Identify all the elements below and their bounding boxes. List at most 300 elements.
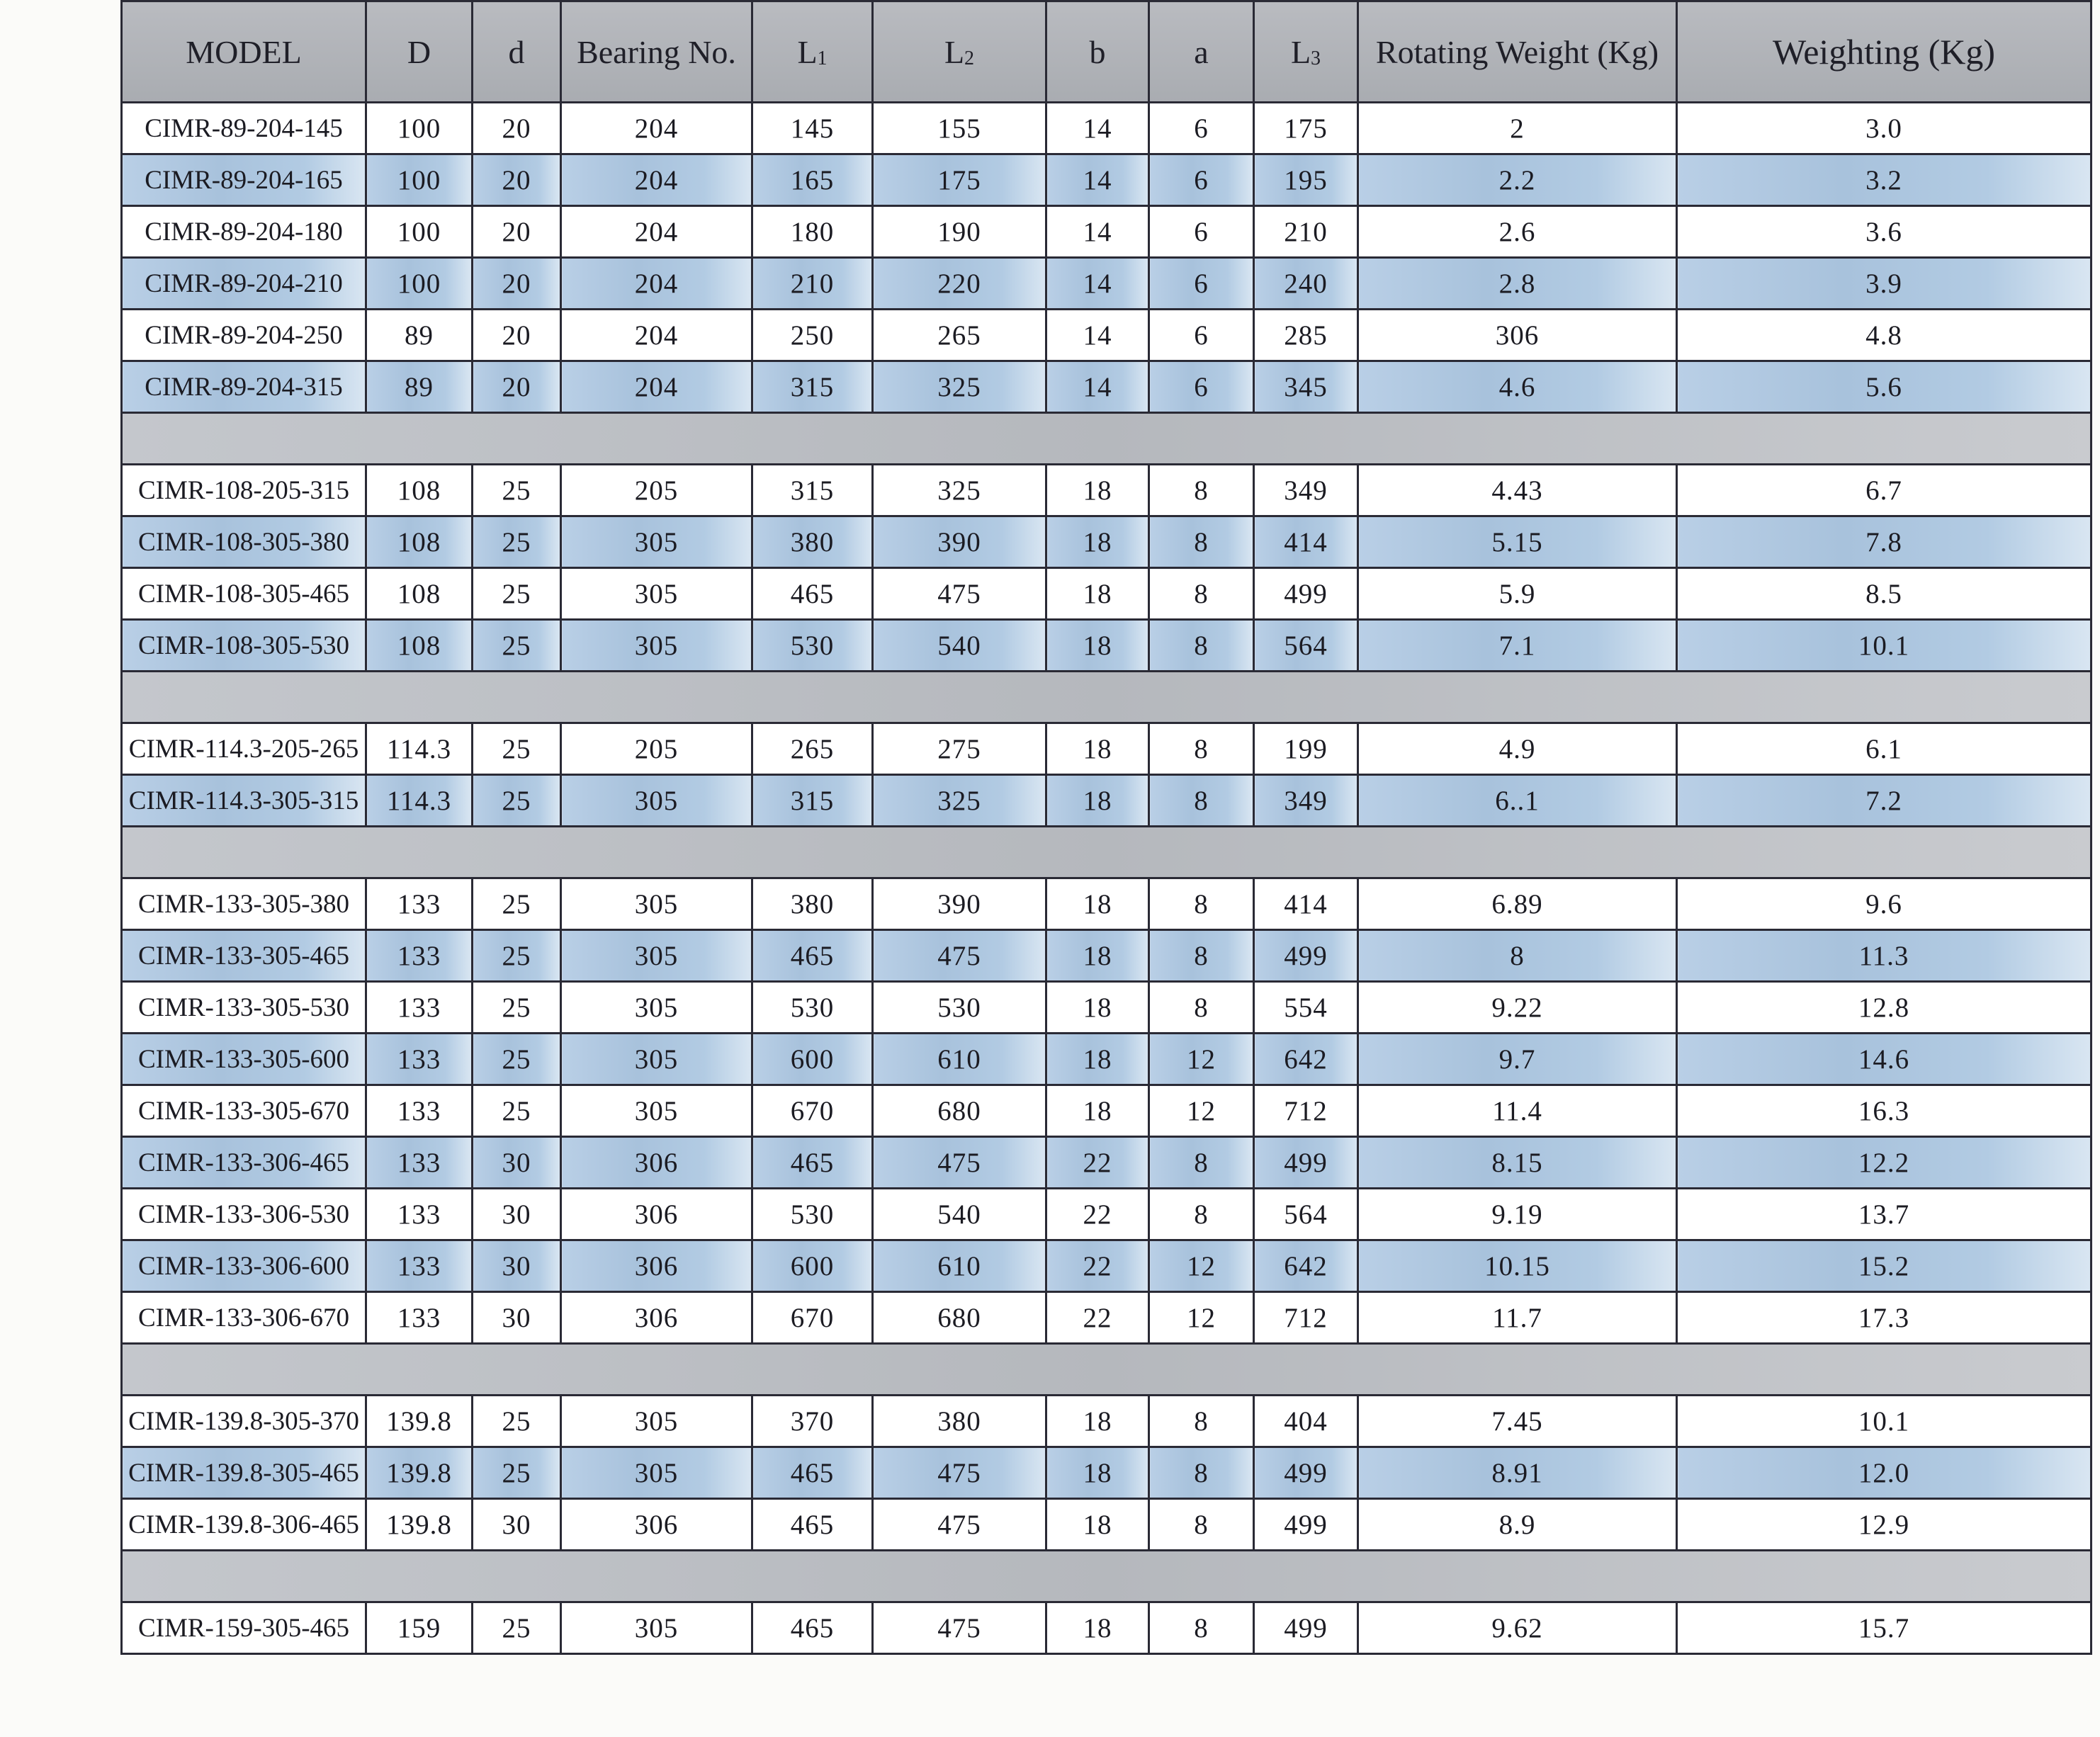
cell-weighting: 3.0 [1677, 103, 2091, 154]
header-row [122, 1, 2091, 103]
cell-a: 6 [1149, 154, 1254, 206]
spec-table [120, 0, 2092, 1655]
cell-bearing-no: 305 [561, 1396, 752, 1447]
cell-weighting: 9.6 [1677, 878, 2091, 930]
cell-L3: 195 [1254, 154, 1358, 206]
cell-a: 6 [1149, 103, 1254, 154]
cell-a: 12 [1149, 1240, 1254, 1292]
cell-D: 139.8 [366, 1396, 473, 1447]
cell-b: 18 [1046, 930, 1149, 982]
cell-rotating-weight: 11.7 [1358, 1292, 1677, 1344]
cell-d: 25 [473, 620, 561, 672]
cell-a: 8 [1149, 1189, 1254, 1240]
cell-b: 18 [1046, 620, 1149, 672]
cell-L3: 414 [1254, 878, 1358, 930]
separator-cell [122, 413, 2091, 465]
cell-a: 8 [1149, 1137, 1254, 1189]
cell-bearing-no: 305 [561, 516, 752, 568]
cell-a: 8 [1149, 1602, 1254, 1654]
cell-L1: 380 [752, 878, 873, 930]
spec-sheet [120, 0, 2090, 1672]
cell-b: 18 [1046, 878, 1149, 930]
cell-weighting: 5.6 [1677, 361, 2091, 413]
cell-D: 159 [366, 1602, 473, 1654]
cell-L3: 564 [1254, 620, 1358, 672]
cell-d: 30 [473, 1137, 561, 1189]
cell-bearing-no: 305 [561, 930, 752, 982]
cell-rotating-weight: 4.43 [1358, 465, 1677, 516]
cell-L3: 404 [1254, 1396, 1358, 1447]
table-row [122, 1602, 2091, 1654]
cell-weighting: 7.2 [1677, 775, 2091, 827]
cell-weighting: 16.3 [1677, 1085, 2091, 1137]
cell-a: 6 [1149, 206, 1254, 258]
table-row [122, 154, 2091, 206]
cell-b: 14 [1046, 103, 1149, 154]
cell-L1: 370 [752, 1396, 873, 1447]
cell-L2: 610 [873, 1034, 1046, 1085]
cell-L2: 390 [873, 878, 1046, 930]
cell-model: CIMR-89-204-165 [122, 154, 366, 206]
cell-L3: 199 [1254, 723, 1358, 775]
cell-L3: 564 [1254, 1189, 1358, 1240]
table-row [122, 465, 2091, 516]
cell-bearing-no: 306 [561, 1292, 752, 1344]
cell-L2: 475 [873, 568, 1046, 620]
cell-b: 14 [1046, 310, 1149, 361]
cell-L1: 530 [752, 620, 873, 672]
header-rotating-weight: Rotating Weight (Kg) [1358, 1, 1677, 103]
cell-d: 30 [473, 1189, 561, 1240]
cell-a: 8 [1149, 878, 1254, 930]
cell-a: 8 [1149, 1499, 1254, 1551]
cell-d: 25 [473, 1447, 561, 1499]
cell-b: 22 [1046, 1240, 1149, 1292]
table-row [122, 1137, 2091, 1189]
cell-d: 20 [473, 154, 561, 206]
cell-d: 25 [473, 568, 561, 620]
cell-L3: 499 [1254, 1499, 1358, 1551]
cell-bearing-no: 204 [561, 258, 752, 310]
cell-rotating-weight: 2.6 [1358, 206, 1677, 258]
cell-L2: 540 [873, 1189, 1046, 1240]
cell-bearing-no: 305 [561, 878, 752, 930]
cell-model: CIMR-133-305-465 [122, 930, 366, 982]
table-row [122, 620, 2091, 672]
cell-a: 6 [1149, 361, 1254, 413]
cell-L2: 540 [873, 620, 1046, 672]
cell-d: 20 [473, 103, 561, 154]
cell-D: 114.3 [366, 775, 473, 827]
cell-model: CIMR-133-305-600 [122, 1034, 366, 1085]
cell-b: 18 [1046, 516, 1149, 568]
cell-b: 14 [1046, 258, 1149, 310]
cell-D: 108 [366, 568, 473, 620]
group-separator [122, 413, 2091, 465]
table-row [122, 258, 2091, 310]
table-row [122, 1240, 2091, 1292]
cell-rotating-weight: 7.45 [1358, 1396, 1677, 1447]
cell-weighting: 3.2 [1677, 154, 2091, 206]
cell-L2: 475 [873, 1602, 1046, 1654]
cell-L2: 530 [873, 982, 1046, 1034]
cell-model: CIMR-133-305-530 [122, 982, 366, 1034]
cell-rotating-weight: 4.9 [1358, 723, 1677, 775]
cell-bearing-no: 305 [561, 982, 752, 1034]
cell-D: 89 [366, 310, 473, 361]
cell-L1: 380 [752, 516, 873, 568]
cell-b: 18 [1046, 1396, 1149, 1447]
header-L3-main: L [1290, 33, 1311, 70]
cell-bearing-no: 306 [561, 1240, 752, 1292]
separator-cell [122, 1551, 2091, 1602]
cell-L2: 680 [873, 1085, 1046, 1137]
cell-L1: 210 [752, 258, 873, 310]
cell-weighting: 17.3 [1677, 1292, 2091, 1344]
cell-L3: 499 [1254, 568, 1358, 620]
cell-model: CIMR-114.3-305-315 [122, 775, 366, 827]
cell-d: 20 [473, 258, 561, 310]
cell-a: 8 [1149, 1447, 1254, 1499]
cell-a: 8 [1149, 516, 1254, 568]
cell-L3: 554 [1254, 982, 1358, 1034]
cell-model: CIMR-108-305-465 [122, 568, 366, 620]
table-row [122, 775, 2091, 827]
cell-rotating-weight: 9.22 [1358, 982, 1677, 1034]
cell-rotating-weight: 8.15 [1358, 1137, 1677, 1189]
cell-bearing-no: 305 [561, 1034, 752, 1085]
header-model: MODEL [122, 1, 366, 103]
cell-model: CIMR-133-305-380 [122, 878, 366, 930]
cell-L1: 465 [752, 1602, 873, 1654]
cell-rotating-weight: 11.4 [1358, 1085, 1677, 1137]
cell-L3: 414 [1254, 516, 1358, 568]
cell-b: 18 [1046, 723, 1149, 775]
header-L1 [752, 1, 873, 103]
cell-a: 6 [1149, 310, 1254, 361]
cell-D: 133 [366, 878, 473, 930]
cell-bearing-no: 306 [561, 1189, 752, 1240]
cell-rotating-weight: 6.89 [1358, 878, 1677, 930]
cell-b: 14 [1046, 206, 1149, 258]
cell-L1: 250 [752, 310, 873, 361]
cell-a: 8 [1149, 620, 1254, 672]
cell-model: CIMR-133-305-670 [122, 1085, 366, 1137]
cell-L2: 155 [873, 103, 1046, 154]
table-row [122, 1034, 2091, 1085]
cell-bearing-no: 204 [561, 206, 752, 258]
cell-d: 25 [473, 878, 561, 930]
cell-rotating-weight: 9.62 [1358, 1602, 1677, 1654]
cell-rotating-weight: 9.7 [1358, 1034, 1677, 1085]
cell-b: 22 [1046, 1137, 1149, 1189]
cell-rotating-weight: 5.9 [1358, 568, 1677, 620]
cell-a: 12 [1149, 1085, 1254, 1137]
cell-D: 133 [366, 1292, 473, 1344]
cell-bearing-no: 306 [561, 1499, 752, 1551]
cell-L2: 275 [873, 723, 1046, 775]
table-row [122, 1292, 2091, 1344]
cell-L2: 610 [873, 1240, 1046, 1292]
table-row [122, 878, 2091, 930]
cell-weighting: 3.9 [1677, 258, 2091, 310]
cell-rotating-weight: 2 [1358, 103, 1677, 154]
cell-rotating-weight: 5.15 [1358, 516, 1677, 568]
cell-D: 108 [366, 465, 473, 516]
cell-D: 133 [366, 1240, 473, 1292]
header-L3-sub: 3 [1311, 47, 1321, 69]
cell-L3: 712 [1254, 1085, 1358, 1137]
cell-D: 133 [366, 982, 473, 1034]
table-row [122, 930, 2091, 982]
cell-L3: 349 [1254, 775, 1358, 827]
cell-L2: 475 [873, 1499, 1046, 1551]
cell-b: 18 [1046, 1447, 1149, 1499]
cell-bearing-no: 204 [561, 103, 752, 154]
cell-D: 133 [366, 1137, 473, 1189]
cell-L1: 600 [752, 1240, 873, 1292]
cell-model: CIMR-89-204-145 [122, 103, 366, 154]
cell-a: 6 [1149, 258, 1254, 310]
table-row [122, 1447, 2091, 1499]
cell-a: 8 [1149, 1396, 1254, 1447]
separator-cell [122, 672, 2091, 723]
cell-b: 18 [1046, 775, 1149, 827]
cell-L2: 265 [873, 310, 1046, 361]
cell-L3: 642 [1254, 1240, 1358, 1292]
cell-d: 30 [473, 1292, 561, 1344]
cell-weighting: 10.1 [1677, 620, 2091, 672]
cell-bearing-no: 306 [561, 1137, 752, 1189]
cell-L2: 325 [873, 775, 1046, 827]
cell-model: CIMR-108-305-380 [122, 516, 366, 568]
cell-a: 8 [1149, 568, 1254, 620]
cell-a: 12 [1149, 1292, 1254, 1344]
cell-rotating-weight: 10.15 [1358, 1240, 1677, 1292]
cell-D: 100 [366, 103, 473, 154]
cell-rotating-weight: 306 [1358, 310, 1677, 361]
cell-weighting: 12.9 [1677, 1499, 2091, 1551]
cell-L1: 165 [752, 154, 873, 206]
cell-weighting: 12.2 [1677, 1137, 2091, 1189]
cell-L2: 380 [873, 1396, 1046, 1447]
cell-L1: 465 [752, 930, 873, 982]
cell-model: CIMR-139.8-305-370 [122, 1396, 366, 1447]
cell-L1: 530 [752, 982, 873, 1034]
cell-L1: 265 [752, 723, 873, 775]
cell-model: CIMR-89-204-180 [122, 206, 366, 258]
cell-b: 22 [1046, 1292, 1149, 1344]
cell-rotating-weight: 9.19 [1358, 1189, 1677, 1240]
cell-a: 8 [1149, 465, 1254, 516]
cell-model: CIMR-133-306-465 [122, 1137, 366, 1189]
table-row [122, 568, 2091, 620]
cell-L1: 600 [752, 1034, 873, 1085]
cell-L1: 465 [752, 1137, 873, 1189]
group-separator [122, 1344, 2091, 1396]
cell-L2: 325 [873, 465, 1046, 516]
separator-cell [122, 1344, 2091, 1396]
cell-bearing-no: 204 [561, 361, 752, 413]
cell-d: 25 [473, 1602, 561, 1654]
group-separator [122, 1551, 2091, 1602]
table-row [122, 1499, 2091, 1551]
cell-D: 114.3 [366, 723, 473, 775]
cell-L2: 475 [873, 930, 1046, 982]
cell-L3: 499 [1254, 930, 1358, 982]
cell-weighting: 13.7 [1677, 1189, 2091, 1240]
cell-rotating-weight: 4.6 [1358, 361, 1677, 413]
cell-a: 12 [1149, 1034, 1254, 1085]
cell-b: 18 [1046, 1499, 1149, 1551]
cell-L1: 670 [752, 1085, 873, 1137]
cell-d: 20 [473, 206, 561, 258]
cell-b: 18 [1046, 465, 1149, 516]
cell-model: CIMR-139.8-305-465 [122, 1447, 366, 1499]
header-d: d [473, 1, 561, 103]
cell-D: 133 [366, 1189, 473, 1240]
cell-bearing-no: 205 [561, 723, 752, 775]
cell-weighting: 12.0 [1677, 1447, 2091, 1499]
cell-bearing-no: 205 [561, 465, 752, 516]
cell-L1: 465 [752, 568, 873, 620]
cell-model: CIMR-108-205-315 [122, 465, 366, 516]
cell-weighting: 12.8 [1677, 982, 2091, 1034]
cell-L2: 475 [873, 1137, 1046, 1189]
cell-d: 20 [473, 361, 561, 413]
cell-bearing-no: 204 [561, 310, 752, 361]
cell-weighting: 15.2 [1677, 1240, 2091, 1292]
cell-model: CIMR-133-306-530 [122, 1189, 366, 1240]
table-row [122, 310, 2091, 361]
cell-L3: 712 [1254, 1292, 1358, 1344]
cell-model: CIMR-89-204-210 [122, 258, 366, 310]
table-row [122, 1085, 2091, 1137]
cell-L2: 390 [873, 516, 1046, 568]
cell-b: 18 [1046, 1034, 1149, 1085]
cell-model: CIMR-139.8-306-465 [122, 1499, 366, 1551]
header-b: b [1046, 1, 1149, 103]
group-separator [122, 672, 2091, 723]
cell-rotating-weight: 8.91 [1358, 1447, 1677, 1499]
header-D: D [366, 1, 473, 103]
cell-D: 108 [366, 516, 473, 568]
header-bearing-no: Bearing No. [561, 1, 752, 103]
cell-L2: 325 [873, 361, 1046, 413]
header-weighting: Weighting (Kg) [1677, 1, 2091, 103]
cell-d: 25 [473, 982, 561, 1034]
cell-D: 100 [366, 206, 473, 258]
cell-L2: 680 [873, 1292, 1046, 1344]
header-L2-main: L [944, 33, 965, 70]
header-L1-sub: 1 [817, 47, 828, 69]
cell-weighting: 15.7 [1677, 1602, 2091, 1654]
cell-bearing-no: 305 [561, 775, 752, 827]
cell-weighting: 3.6 [1677, 206, 2091, 258]
table-row [122, 361, 2091, 413]
cell-rotating-weight: 2.2 [1358, 154, 1677, 206]
cell-a: 8 [1149, 723, 1254, 775]
cell-weighting: 10.1 [1677, 1396, 2091, 1447]
cell-model: CIMR-89-204-315 [122, 361, 366, 413]
cell-D: 133 [366, 1085, 473, 1137]
cell-rotating-weight: 7.1 [1358, 620, 1677, 672]
cell-D: 139.8 [366, 1499, 473, 1551]
header-L2-sub: 2 [964, 47, 975, 69]
cell-a: 8 [1149, 982, 1254, 1034]
cell-model: CIMR-114.3-205-265 [122, 723, 366, 775]
cell-bearing-no: 305 [561, 1447, 752, 1499]
header-L1-main: L [797, 33, 818, 70]
header-L3 [1254, 1, 1358, 103]
cell-D: 108 [366, 620, 473, 672]
cell-d: 25 [473, 930, 561, 982]
group-separator [122, 827, 2091, 878]
cell-L1: 315 [752, 465, 873, 516]
table-row [122, 1189, 2091, 1240]
table-row [122, 982, 2091, 1034]
cell-weighting: 6.1 [1677, 723, 2091, 775]
cell-d: 30 [473, 1499, 561, 1551]
cell-D: 139.8 [366, 1447, 473, 1499]
cell-L3: 210 [1254, 206, 1358, 258]
cell-rotating-weight: 8 [1358, 930, 1677, 982]
table-row [122, 1396, 2091, 1447]
cell-bearing-no: 305 [561, 1085, 752, 1137]
cell-weighting: 8.5 [1677, 568, 2091, 620]
cell-L2: 175 [873, 154, 1046, 206]
cell-L3: 499 [1254, 1447, 1358, 1499]
cell-d: 20 [473, 310, 561, 361]
cell-b: 18 [1046, 982, 1149, 1034]
cell-d: 25 [473, 723, 561, 775]
separator-cell [122, 827, 2091, 878]
cell-L3: 349 [1254, 465, 1358, 516]
cell-b: 14 [1046, 154, 1149, 206]
cell-L3: 240 [1254, 258, 1358, 310]
cell-d: 25 [473, 516, 561, 568]
cell-L2: 190 [873, 206, 1046, 258]
cell-a: 8 [1149, 930, 1254, 982]
cell-model: CIMR-133-306-670 [122, 1292, 366, 1344]
header-a: a [1149, 1, 1254, 103]
cell-d: 25 [473, 1396, 561, 1447]
cell-L2: 220 [873, 258, 1046, 310]
table-row [122, 516, 2091, 568]
cell-d: 25 [473, 465, 561, 516]
cell-bearing-no: 305 [561, 568, 752, 620]
cell-b: 18 [1046, 1085, 1149, 1137]
cell-model: CIMR-133-306-600 [122, 1240, 366, 1292]
cell-d: 30 [473, 1240, 561, 1292]
cell-d: 25 [473, 1085, 561, 1137]
cell-rotating-weight: 6..1 [1358, 775, 1677, 827]
cell-bearing-no: 305 [561, 1602, 752, 1654]
cell-weighting: 6.7 [1677, 465, 2091, 516]
cell-b: 18 [1046, 568, 1149, 620]
cell-L3: 345 [1254, 361, 1358, 413]
cell-model: CIMR-89-204-250 [122, 310, 366, 361]
cell-D: 100 [366, 258, 473, 310]
cell-L1: 180 [752, 206, 873, 258]
cell-D: 133 [366, 930, 473, 982]
cell-L3: 175 [1254, 103, 1358, 154]
cell-L3: 499 [1254, 1137, 1358, 1189]
cell-weighting: 7.8 [1677, 516, 2091, 568]
cell-D: 89 [366, 361, 473, 413]
table-row [122, 206, 2091, 258]
cell-weighting: 4.8 [1677, 310, 2091, 361]
